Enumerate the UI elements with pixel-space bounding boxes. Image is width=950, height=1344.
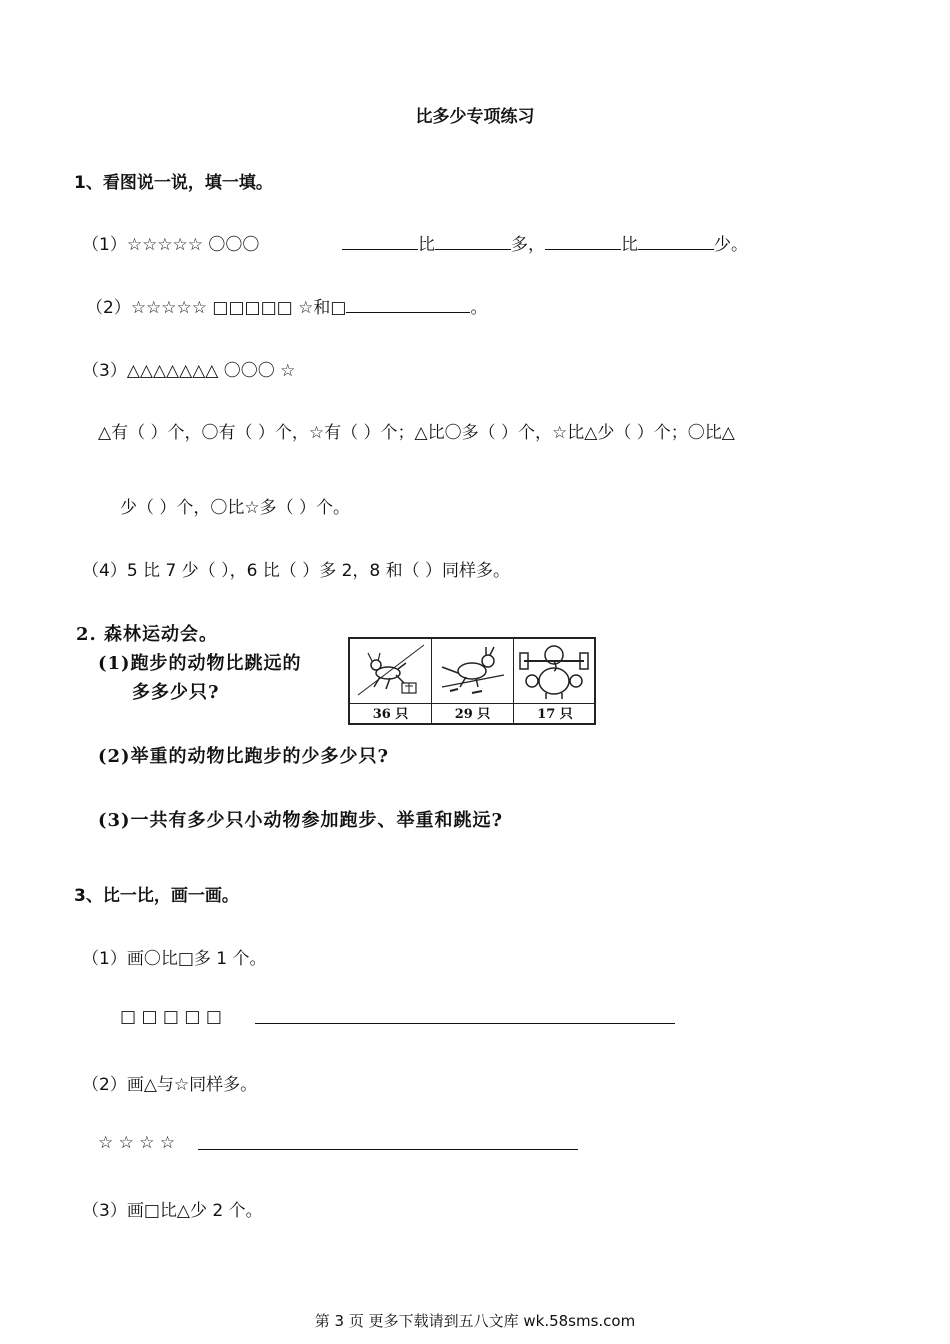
q1-p4-text: 5 比 7 少（ ），6 比（ ）多 2，8 和（ ）同样多。: [126, 561, 511, 581]
q1-p2-end: 。: [470, 298, 488, 318]
q1-p1-fill: [342, 230, 748, 255]
q1-p2-num: （2）: [86, 298, 131, 318]
drawing-line[interactable]: [255, 1022, 675, 1024]
q1-p4: [82, 556, 510, 581]
jumping-cell: [432, 639, 514, 703]
q3-p2-text: 画△与☆同样多。: [126, 1075, 258, 1095]
q1-p1-word: 少。: [714, 235, 748, 255]
q1-p3: [82, 356, 295, 381]
q3-p3: [82, 1196, 263, 1221]
q2-sub3: (3)一共有多少只小动物参加跑步、举重和跳远?: [98, 810, 504, 831]
q2-sub1b: 多多少只?: [132, 682, 220, 703]
q2-sub1a: (1)跑步的动物比跳远的: [98, 653, 302, 674]
page-footer: 第 3 页 更多下载请到五八文库 wk.58sms.com: [314, 1312, 636, 1330]
q1-p1: [82, 230, 259, 255]
running-animal-icon: [350, 639, 430, 701]
blank[interactable]: [346, 312, 470, 313]
kangaroo-icon: [432, 639, 512, 701]
count-weightlifting: 17 只: [514, 703, 596, 725]
q2-heading: 2. 森林运动会。: [76, 624, 219, 645]
blank[interactable]: [638, 249, 714, 250]
q3-heading: 3、比一比，画一画。: [74, 886, 239, 906]
page-title: 比多少专项练习: [415, 107, 535, 127]
q3-p2-shapes: ☆ ☆ ☆ ☆: [98, 1133, 176, 1153]
weightlifting-cell: [514, 639, 596, 703]
q3-p2: [82, 1070, 257, 1095]
sports-table: [348, 637, 596, 725]
q1-p2-shapes: ☆☆☆☆☆ □□□□□ ☆和□: [130, 298, 347, 318]
blank[interactable]: [545, 249, 621, 250]
q1-p1-num: （1）: [82, 235, 127, 255]
blank[interactable]: [342, 249, 418, 250]
q2-sub2: (2)举重的动物比跑步的少多少只?: [98, 746, 390, 767]
drawing-line[interactable]: [198, 1148, 578, 1150]
elephant-icon: [514, 639, 594, 701]
q3-p1-text: 画〇比□多 1 个。: [126, 949, 267, 969]
running-cell: [350, 639, 432, 703]
q1-p3-shapes: △△△△△△△ 〇〇〇 ☆: [126, 361, 296, 381]
q3-p3-num: （3）: [82, 1201, 127, 1221]
q1-p3-num: （3）: [82, 361, 127, 381]
count-running: 36 只: [350, 703, 432, 725]
q1-p4-num: （4）: [82, 561, 127, 581]
q1-p2: [86, 293, 487, 318]
q1-heading: 1、看图说一说，填一填。: [74, 173, 273, 193]
q1-p1-shapes: ☆☆☆☆☆ 〇〇〇: [126, 235, 260, 255]
q1-p3-line1: △有（ ）个，〇有（ ）个，☆有（ ）个；△比〇多（ ）个，☆比△少（ ）个；〇比△: [98, 423, 735, 443]
count-jumping: 29 只: [432, 703, 514, 725]
q3-p1-shapes: □ □ □ □ □: [120, 1007, 222, 1027]
blank[interactable]: [435, 249, 511, 250]
q3-p2-num: （2）: [82, 1075, 127, 1095]
q1-p1-word: 比: [418, 235, 435, 255]
q1-p3-line2: 少（ ）个，〇比☆多（ ）个。: [120, 498, 351, 518]
q3-p3-text: 画□比△少 2 个。: [126, 1201, 263, 1221]
q3-p1: [82, 944, 267, 969]
q1-p1-word: 比: [621, 235, 638, 255]
q3-p1-num: （1）: [82, 949, 127, 969]
q1-p1-word: 多，: [511, 235, 545, 255]
